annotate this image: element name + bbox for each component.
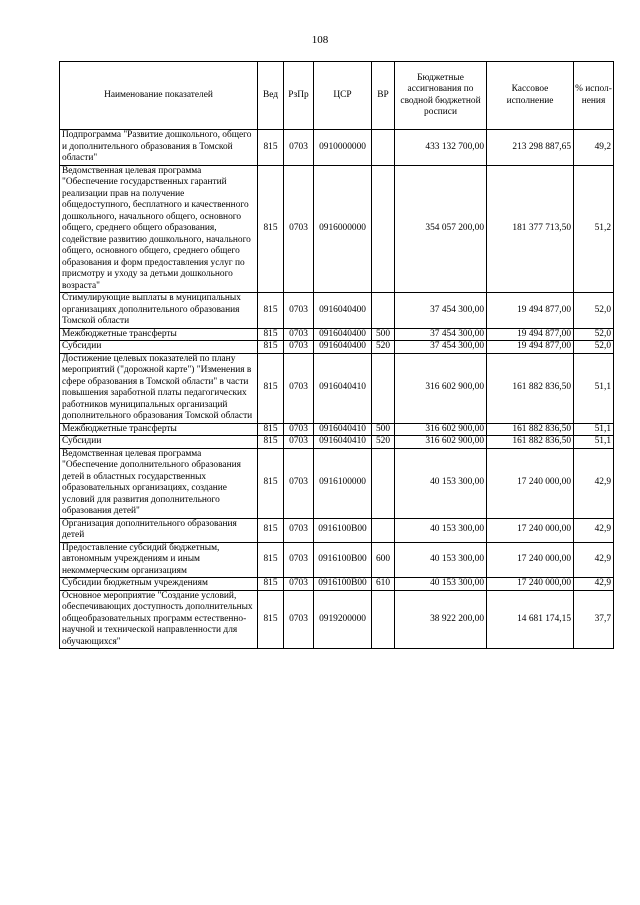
header-pct: % испол-нения bbox=[574, 62, 614, 130]
cell-ved: 815 bbox=[258, 578, 284, 591]
table-row bbox=[60, 423, 614, 436]
table-row bbox=[60, 341, 614, 354]
table-row bbox=[60, 448, 614, 518]
cell-plan: 37 454 300,00 bbox=[395, 341, 487, 354]
cell-rzpr: 0703 bbox=[284, 353, 314, 423]
cell-csr: 0916100В00 bbox=[314, 542, 372, 578]
cell-vr bbox=[372, 518, 395, 542]
cell-vr bbox=[372, 293, 395, 329]
cell-rzpr: 0703 bbox=[284, 518, 314, 542]
cell-plan: 40 153 300,00 bbox=[395, 518, 487, 542]
cell-cash: 19 494 877,00 bbox=[487, 328, 574, 341]
cell-rzpr: 0703 bbox=[284, 165, 314, 293]
cell-ved: 815 bbox=[258, 590, 284, 649]
cell-csr: 0910000000 bbox=[314, 130, 372, 166]
cell-cash: 161 882 836,50 bbox=[487, 423, 574, 436]
table-row bbox=[60, 518, 614, 542]
table-row bbox=[60, 436, 614, 449]
cell-plan: 38 922 200,00 bbox=[395, 590, 487, 649]
cell-csr: 0916040400 bbox=[314, 341, 372, 354]
cell-pct: 52,0 bbox=[574, 328, 614, 341]
cell-name: Стимулирующие выплаты в муниципальных организациях дополнительного образования Томской области bbox=[60, 293, 258, 329]
cell-rzpr: 0703 bbox=[284, 341, 314, 354]
header-csr: ЦСР bbox=[314, 62, 372, 130]
cell-pct: 42,9 bbox=[574, 542, 614, 578]
table-header-row bbox=[60, 62, 614, 130]
cell-plan: 37 454 300,00 bbox=[395, 328, 487, 341]
cell-vr: 610 bbox=[372, 578, 395, 591]
cell-plan: 354 057 200,00 bbox=[395, 165, 487, 293]
cell-cash: 17 240 000,00 bbox=[487, 448, 574, 518]
cell-plan: 316 602 900,00 bbox=[395, 353, 487, 423]
cell-rzpr: 0703 bbox=[284, 423, 314, 436]
cell-vr: 520 bbox=[372, 436, 395, 449]
cell-rzpr: 0703 bbox=[284, 130, 314, 166]
cell-pct: 49,2 bbox=[574, 130, 614, 166]
cell-name: Субсидии бюджетным учреждениям bbox=[60, 578, 258, 591]
cell-pct: 42,9 bbox=[574, 578, 614, 591]
cell-cash: 14 681 174,15 bbox=[487, 590, 574, 649]
cell-cash: 161 882 836,50 bbox=[487, 353, 574, 423]
cell-plan: 433 132 700,00 bbox=[395, 130, 487, 166]
cell-rzpr: 0703 bbox=[284, 293, 314, 329]
cell-name: Субсидии bbox=[60, 436, 258, 449]
table-row bbox=[60, 578, 614, 591]
cell-name: Ведомственная целевая программа "Обеспечение дополнительного образования детей в областных государственных образовательных организациях, создание условий для развития дополнительного образования детей" bbox=[60, 448, 258, 518]
cell-plan: 40 153 300,00 bbox=[395, 578, 487, 591]
table-row bbox=[60, 590, 614, 649]
table-row bbox=[60, 165, 614, 293]
cell-csr: 0916000000 bbox=[314, 165, 372, 293]
cell-name: Основное мероприятие "Создание условий, обеспечивающих доступность дополнительных общеобразовательных программ естественно-научной и технической направленности для обучающихся" bbox=[60, 590, 258, 649]
cell-csr: 0916040400 bbox=[314, 328, 372, 341]
cell-rzpr: 0703 bbox=[284, 448, 314, 518]
cell-ved: 815 bbox=[258, 328, 284, 341]
header-plan: Бюджетные ассигнования по сводной бюджетной росписи bbox=[395, 62, 487, 130]
cell-cash: 161 882 836,50 bbox=[487, 436, 574, 449]
cell-csr: 0919200000 bbox=[314, 590, 372, 649]
cell-pct: 51,1 bbox=[574, 353, 614, 423]
cell-name: Организация дополнительного образования детей bbox=[60, 518, 258, 542]
cell-cash: 19 494 877,00 bbox=[487, 341, 574, 354]
cell-pct: 52,0 bbox=[574, 341, 614, 354]
cell-cash: 19 494 877,00 bbox=[487, 293, 574, 329]
table-row bbox=[60, 353, 614, 423]
cell-vr: 500 bbox=[372, 423, 395, 436]
cell-rzpr: 0703 bbox=[284, 328, 314, 341]
cell-plan: 316 602 900,00 bbox=[395, 423, 487, 436]
cell-vr: 500 bbox=[372, 328, 395, 341]
cell-cash: 17 240 000,00 bbox=[487, 578, 574, 591]
cell-rzpr: 0703 bbox=[284, 542, 314, 578]
header-ved: Вед bbox=[258, 62, 284, 130]
cell-plan: 40 153 300,00 bbox=[395, 448, 487, 518]
cell-csr: 0916100В00 bbox=[314, 518, 372, 542]
table-row bbox=[60, 542, 614, 578]
cell-rzpr: 0703 bbox=[284, 578, 314, 591]
cell-ved: 815 bbox=[258, 436, 284, 449]
cell-vr bbox=[372, 353, 395, 423]
cell-pct: 42,9 bbox=[574, 448, 614, 518]
cell-cash: 17 240 000,00 bbox=[487, 542, 574, 578]
cell-pct: 42,9 bbox=[574, 518, 614, 542]
cell-name: Ведомственная целевая программа "Обеспечение государственных гарантий реализации прав на получение общедоступного, бесплатного и качественного дошкольного, начального общего, основного общего, среднего общего образования, содействие развитию дошкольного, начального общего, основного общего, среднего общего образования и форм предоставления услуг по присмотру и уходу за детьми дошкольного возраста" bbox=[60, 165, 258, 293]
cell-csr: 0916040400 bbox=[314, 293, 372, 329]
cell-vr bbox=[372, 590, 395, 649]
header-vr: ВР bbox=[372, 62, 395, 130]
cell-csr: 0916040410 bbox=[314, 353, 372, 423]
cell-name: Субсидии bbox=[60, 341, 258, 354]
cell-cash: 213 298 887,65 bbox=[487, 130, 574, 166]
cell-csr: 0916100000 bbox=[314, 448, 372, 518]
cell-ved: 815 bbox=[258, 353, 284, 423]
cell-rzpr: 0703 bbox=[284, 436, 314, 449]
cell-pct: 37,7 bbox=[574, 590, 614, 649]
header-name: Наименование показателей bbox=[60, 62, 258, 130]
cell-vr: 520 bbox=[372, 341, 395, 354]
cell-vr bbox=[372, 130, 395, 166]
cell-ved: 815 bbox=[258, 341, 284, 354]
cell-pct: 51,1 bbox=[574, 423, 614, 436]
cell-ved: 815 bbox=[258, 423, 284, 436]
table-row bbox=[60, 130, 614, 166]
cell-vr bbox=[372, 448, 395, 518]
cell-name: Подпрограмма "Развитие дошкольного, общего и дополнительного образования в Томской области" bbox=[60, 130, 258, 166]
cell-name: Межбюджетные трансферты bbox=[60, 328, 258, 341]
header-cash: Кассовое исполнение bbox=[487, 62, 574, 130]
cell-pct: 52,0 bbox=[574, 293, 614, 329]
cell-ved: 815 bbox=[258, 130, 284, 166]
table-row bbox=[60, 293, 614, 329]
page-number: 108 bbox=[311, 34, 329, 46]
cell-name: Предоставление субсидий бюджетным, автономным учреждениям и иным некоммерческим организациям bbox=[60, 542, 258, 578]
cell-plan: 40 153 300,00 bbox=[395, 542, 487, 578]
cell-pct: 51,1 bbox=[574, 436, 614, 449]
cell-ved: 815 bbox=[258, 542, 284, 578]
cell-ved: 815 bbox=[258, 293, 284, 329]
cell-ved: 815 bbox=[258, 518, 284, 542]
table-row bbox=[60, 328, 614, 341]
cell-vr: 600 bbox=[372, 542, 395, 578]
budget-table bbox=[59, 61, 614, 649]
cell-ved: 815 bbox=[258, 448, 284, 518]
cell-name: Достижение целевых показателей по плану мероприятий ("дорожной карте") "Изменения в сфере образования в Томской области" в части повышения заработной платы педагогических работников муниципальных организаций дополнительного образования Томской области bbox=[60, 353, 258, 423]
cell-pct: 51,2 bbox=[574, 165, 614, 293]
header-rzpr: РзПр bbox=[284, 62, 314, 130]
cell-plan: 37 454 300,00 bbox=[395, 293, 487, 329]
cell-cash: 181 377 713,50 bbox=[487, 165, 574, 293]
cell-vr bbox=[372, 165, 395, 293]
cell-csr: 0916040410 bbox=[314, 436, 372, 449]
cell-name: Межбюджетные трансферты bbox=[60, 423, 258, 436]
cell-ved: 815 bbox=[258, 165, 284, 293]
cell-csr: 0916040410 bbox=[314, 423, 372, 436]
cell-csr: 0916100В00 bbox=[314, 578, 372, 591]
cell-plan: 316 602 900,00 bbox=[395, 436, 487, 449]
cell-cash: 17 240 000,00 bbox=[487, 518, 574, 542]
cell-rzpr: 0703 bbox=[284, 590, 314, 649]
